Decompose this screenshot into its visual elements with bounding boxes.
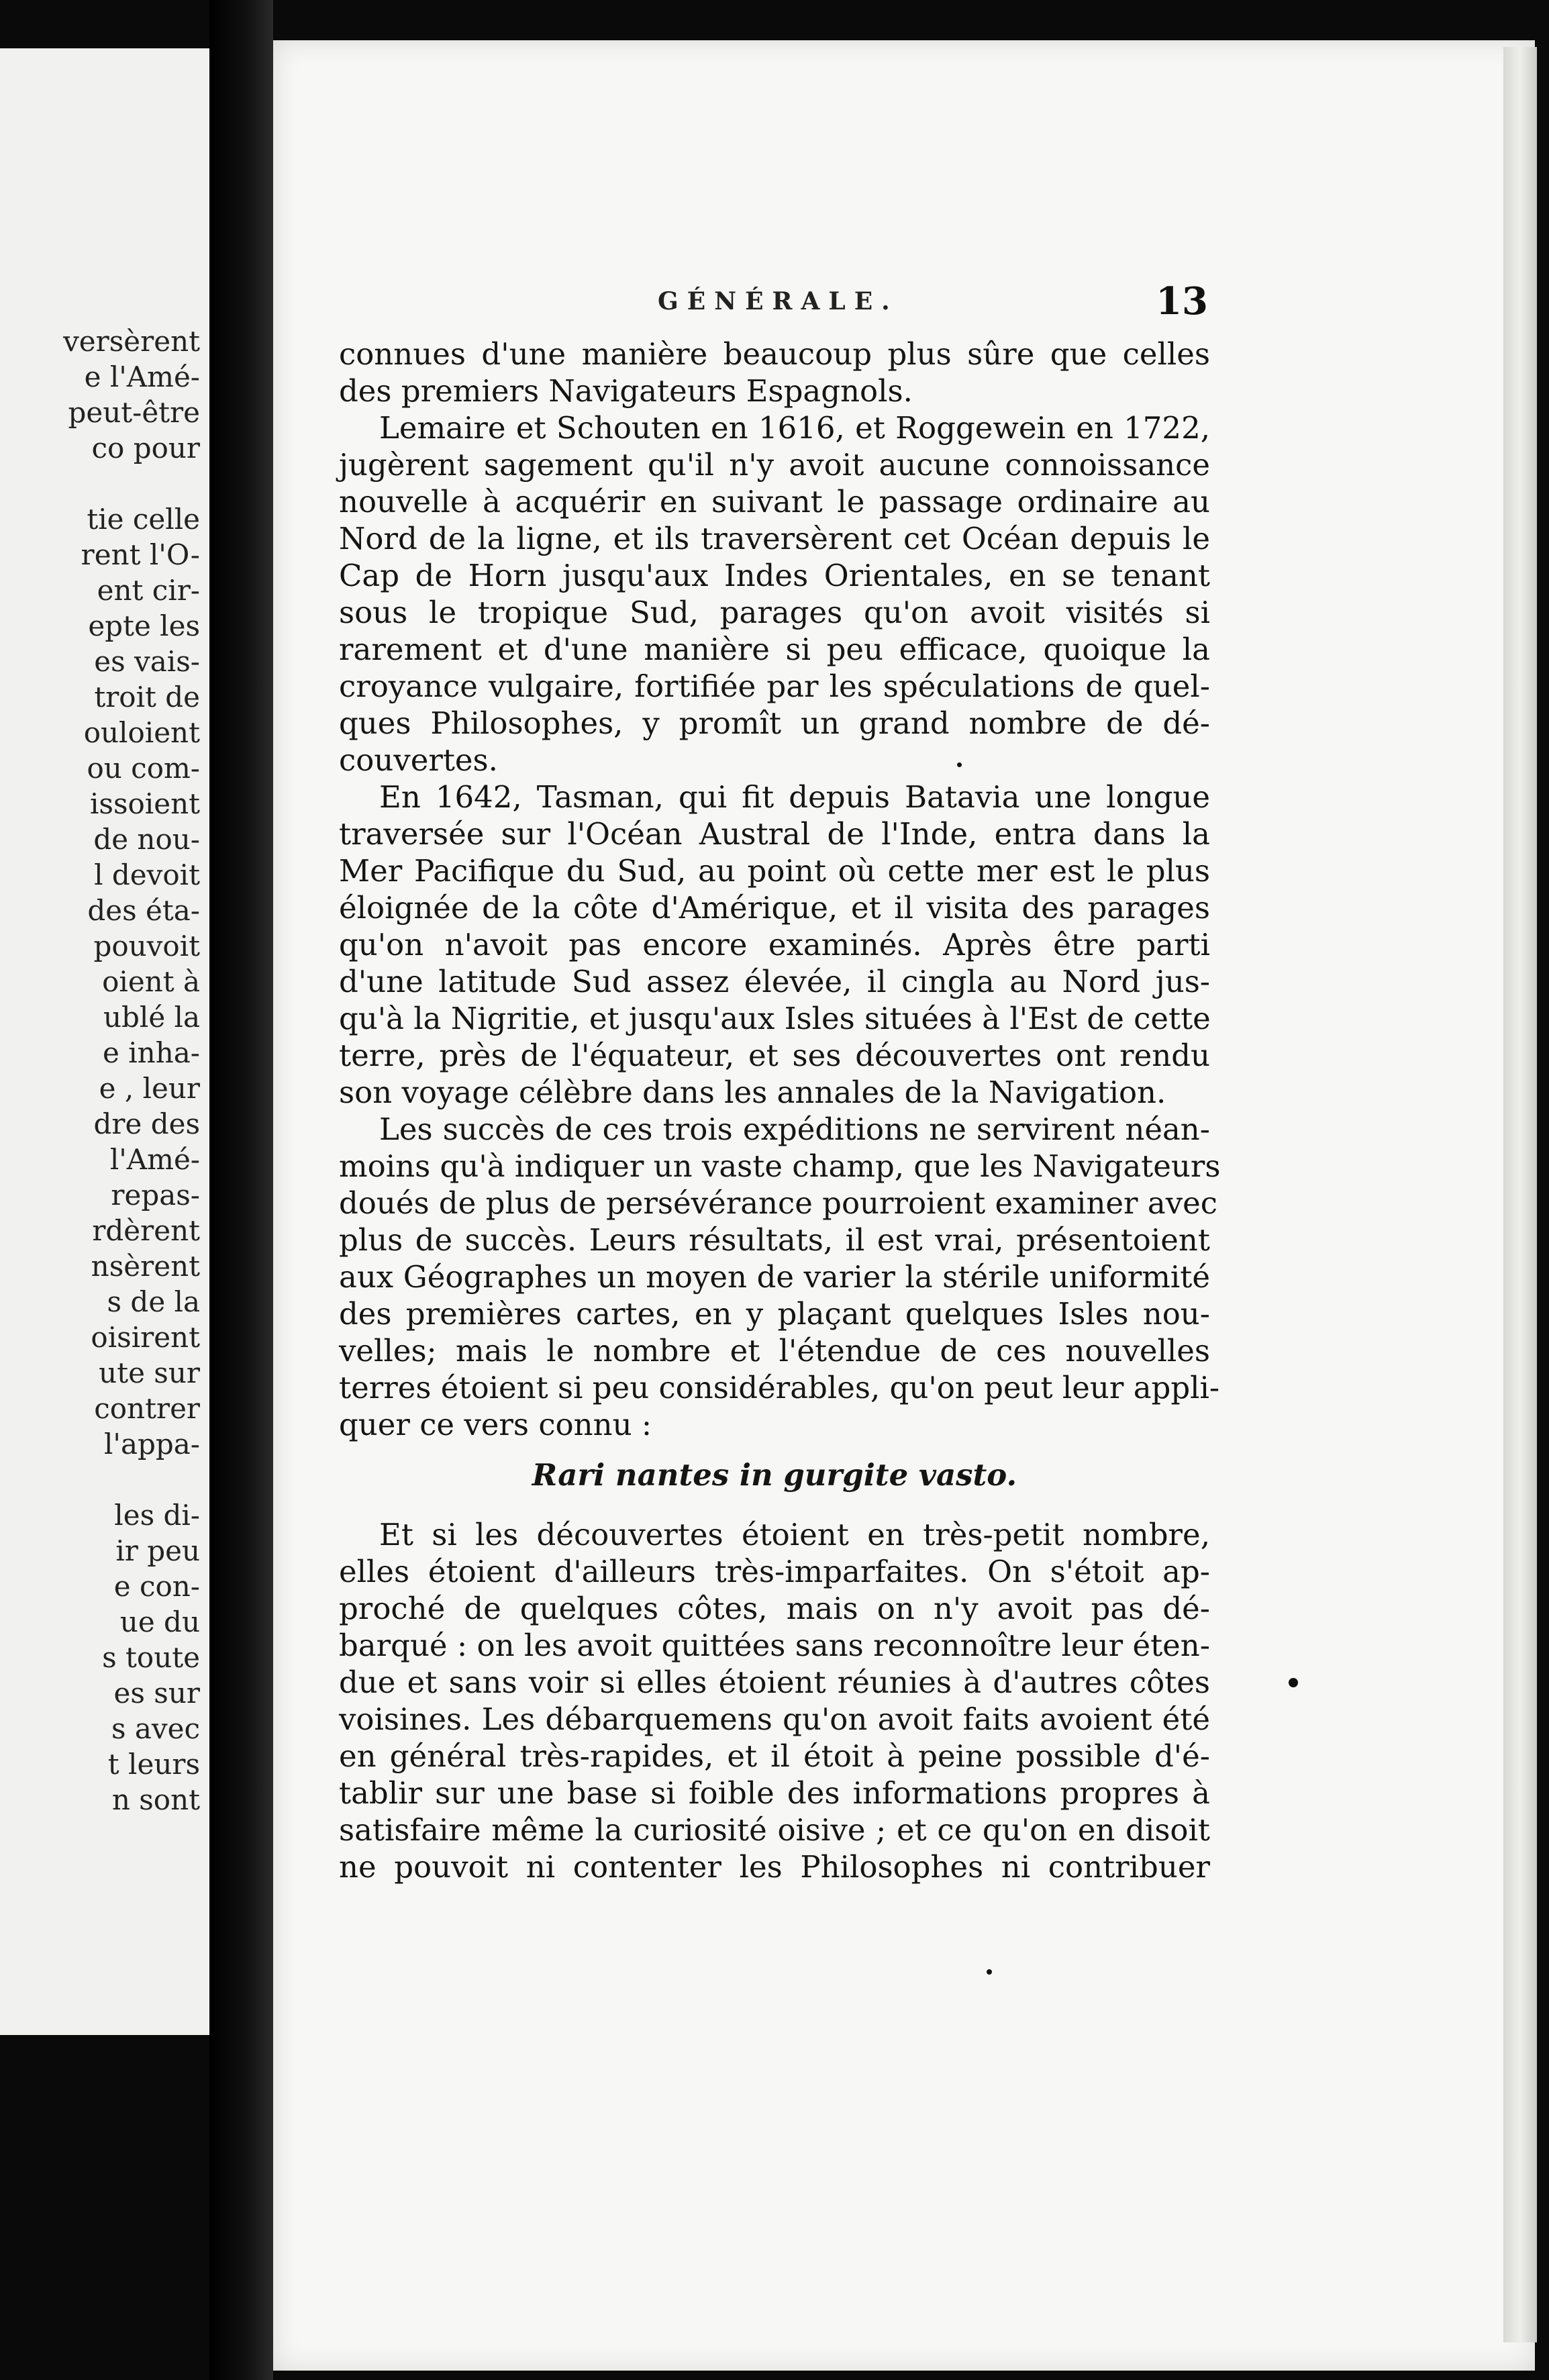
verse-quote: Rari nantes in gurgite vasto.: [532, 1457, 1017, 1493]
text-line: Les succès de ces trois expéditions ne servirent néan-: [379, 1111, 1210, 1147]
text-line: éloignée de la côte d'Amérique, et il visita des parages: [339, 890, 1210, 926]
running-head: [658, 279, 1208, 334]
text-line: rarement et d'une manière si peu efficace, quoique la: [339, 632, 1210, 667]
left-page-line: epte les: [88, 609, 200, 642]
left-page-line: s de la: [107, 1285, 200, 1318]
left-page-line: [0, 1462, 200, 1497]
left-page-line: peut-être: [68, 396, 200, 429]
text-line: son voyage célèbre dans les annales de la Navigation.: [339, 1075, 1166, 1110]
left-page-line: ou com-: [87, 752, 200, 785]
text-line: ne pouvoit ni contenter les Philosophes ni contribuer: [339, 1849, 1210, 1885]
text-line: ques Philosophes, y promît un grand nombre de dé-: [339, 705, 1210, 741]
text-line: doués de plus de persévérance pourroient examiner avec: [339, 1185, 1217, 1221]
text-line: croyance vulgaire, fortifiée par les spéculations de quel-: [339, 668, 1210, 704]
left-page-line: s toute: [102, 1641, 200, 1674]
text-line: jugèrent sagement qu'il n'y avoit aucune connoissance: [339, 447, 1210, 483]
left-page-line: es vais-: [94, 645, 200, 678]
left-page-line: repas-: [111, 1179, 200, 1211]
left-page-line: versèrent: [63, 325, 200, 358]
body-text: [339, 336, 1221, 1885]
text-line: moins qu'à indiquer un vaste champ, que les Navigateurs: [339, 1148, 1221, 1184]
left-page-line: nsèrent: [91, 1250, 200, 1283]
left-page-line: ent cir-: [97, 574, 200, 607]
left-page-text: [0, 324, 200, 1818]
left-page-line: ute sur: [99, 1356, 200, 1389]
left-page-line: e inha-: [103, 1036, 200, 1069]
left-page-line: es sur: [113, 1677, 200, 1709]
left-page-line: l'Amé-: [109, 1143, 200, 1176]
text-line: d'une latitude Sud assez élevée, il cingla au Nord jus-: [339, 964, 1210, 999]
text-line: couvertes.: [339, 742, 498, 778]
left-page-line: ir peu: [115, 1534, 200, 1567]
left-page-line: e con-: [113, 1570, 200, 1603]
ink-speck: [1289, 1678, 1298, 1687]
left-page-line: troit de: [94, 681, 200, 713]
left-page-line: s avec: [111, 1712, 200, 1745]
text-line: Lemaire et Schouten en 1616, et Roggewein en 1722,: [379, 410, 1210, 446]
left-page-line: rdèrent: [92, 1214, 200, 1247]
text-line: en général très-rapides, et il étoit à peine possible d'é-: [339, 1738, 1210, 1774]
book-gutter: [209, 0, 273, 2380]
left-page-line: l'appa-: [103, 1428, 200, 1460]
text-line: des premières cartes, en y plaçant quelques Isles nou-: [339, 1296, 1210, 1332]
left-page-line: issoient: [89, 787, 200, 820]
text-line: plus de succès. Leurs résultats, il est vrai, présentoient: [339, 1222, 1210, 1258]
left-page-line: rent l'O-: [81, 538, 200, 571]
text-line: proché de quelques côtes, mais on n'y avoit pas dé-: [339, 1591, 1210, 1626]
left-page-line: les di-: [114, 1499, 200, 1532]
ink-speck: [987, 1969, 992, 1975]
left-page-line: ouloient: [83, 716, 200, 749]
text-line: velles; mais le nombre et l'étendue de ces nouvelles: [339, 1333, 1210, 1369]
page-edge: [1503, 47, 1537, 2342]
text-line: quer ce vers connu :: [339, 1407, 652, 1442]
left-page-line: oient à: [102, 965, 200, 998]
text-line: sous le tropique Sud, parages qu'on avoit visités si: [339, 595, 1210, 630]
left-page-fragment: [0, 48, 211, 2035]
text-line: voisines. Les débarquemens qu'on avoit faits avoient été: [339, 1701, 1210, 1737]
left-page-line: tie celle: [87, 503, 200, 536]
text-line: Cap de Horn jusqu'aux Indes Orientales, en se tenant: [339, 558, 1210, 593]
text-line: terres étoient si peu considérables, qu'on peut leur appli-: [339, 1370, 1220, 1405]
text-line: nouvelle à acquérir en suivant le passage ordinaire au: [339, 484, 1210, 519]
text-line: qu'on n'avoit pas encore examinés. Après être parti: [339, 927, 1210, 962]
left-page-line: contrer: [94, 1392, 200, 1425]
left-page-line: ue du: [119, 1605, 200, 1638]
left-page-line: ublé la: [103, 1001, 200, 1034]
left-page-line: l devoit: [94, 858, 200, 891]
text-line: En 1642, Tasman, qui fit depuis Batavia une longue: [379, 779, 1210, 815]
text-line: satisfaire même la curiosité oisive ; et ce qu'on en disoit: [339, 1812, 1210, 1848]
left-page-line: pouvoit: [93, 930, 200, 962]
text-line: elles étoient d'ailleurs très-imparfaites. On s'étoit ap-: [339, 1554, 1210, 1589]
running-head-title: GÉNÉRALE.: [658, 287, 899, 315]
text-line: qu'à la Nigritie, et jusqu'aux Isles situées à l'Est de cette: [339, 1001, 1211, 1036]
text-line: due et sans voir si elles étoient réunies à d'autres côtes: [339, 1665, 1210, 1700]
text-line: Mer Pacifique du Sud, au point où cette mer est le plus: [339, 853, 1210, 889]
left-page-line: e , leur: [99, 1072, 200, 1105]
text-line: aux Géographes un moyen de varier la stérile uniformité: [339, 1259, 1210, 1295]
left-page-line: [0, 466, 200, 501]
left-page-line: de nou-: [93, 823, 200, 856]
left-page-line: des éta-: [87, 894, 200, 927]
left-page-line: t leurs: [107, 1748, 200, 1781]
ink-speck: [957, 762, 962, 767]
left-page-line: dre des: [93, 1107, 200, 1140]
page-number: 13: [1156, 279, 1208, 324]
text-line: Nord de la ligne, et ils traversèrent cet Océan depuis le: [339, 521, 1210, 556]
left-page-line: e l'Amé-: [84, 360, 200, 393]
left-page-line: oisirent: [91, 1321, 200, 1354]
left-page-line: n sont: [111, 1783, 200, 1816]
text-line: connues d'une manière beaucoup plus sûre que celles: [339, 336, 1210, 372]
text-line: tablir sur une base si foible des informations propres à: [339, 1775, 1210, 1811]
left-page-line: co pour: [91, 432, 200, 464]
text-line: Et si les découvertes étoient en très-petit nombre,: [379, 1517, 1210, 1552]
text-line: des premiers Navigateurs Espagnols.: [339, 373, 913, 409]
text-line: terre, près de l'équateur, et ses découvertes ont rendu: [339, 1038, 1210, 1073]
text-line: traversée sur l'Océan Austral de l'Inde, entra dans la: [339, 816, 1210, 852]
text-line: barqué : on les avoit quittées sans reconnoître leur éten-: [339, 1628, 1210, 1663]
